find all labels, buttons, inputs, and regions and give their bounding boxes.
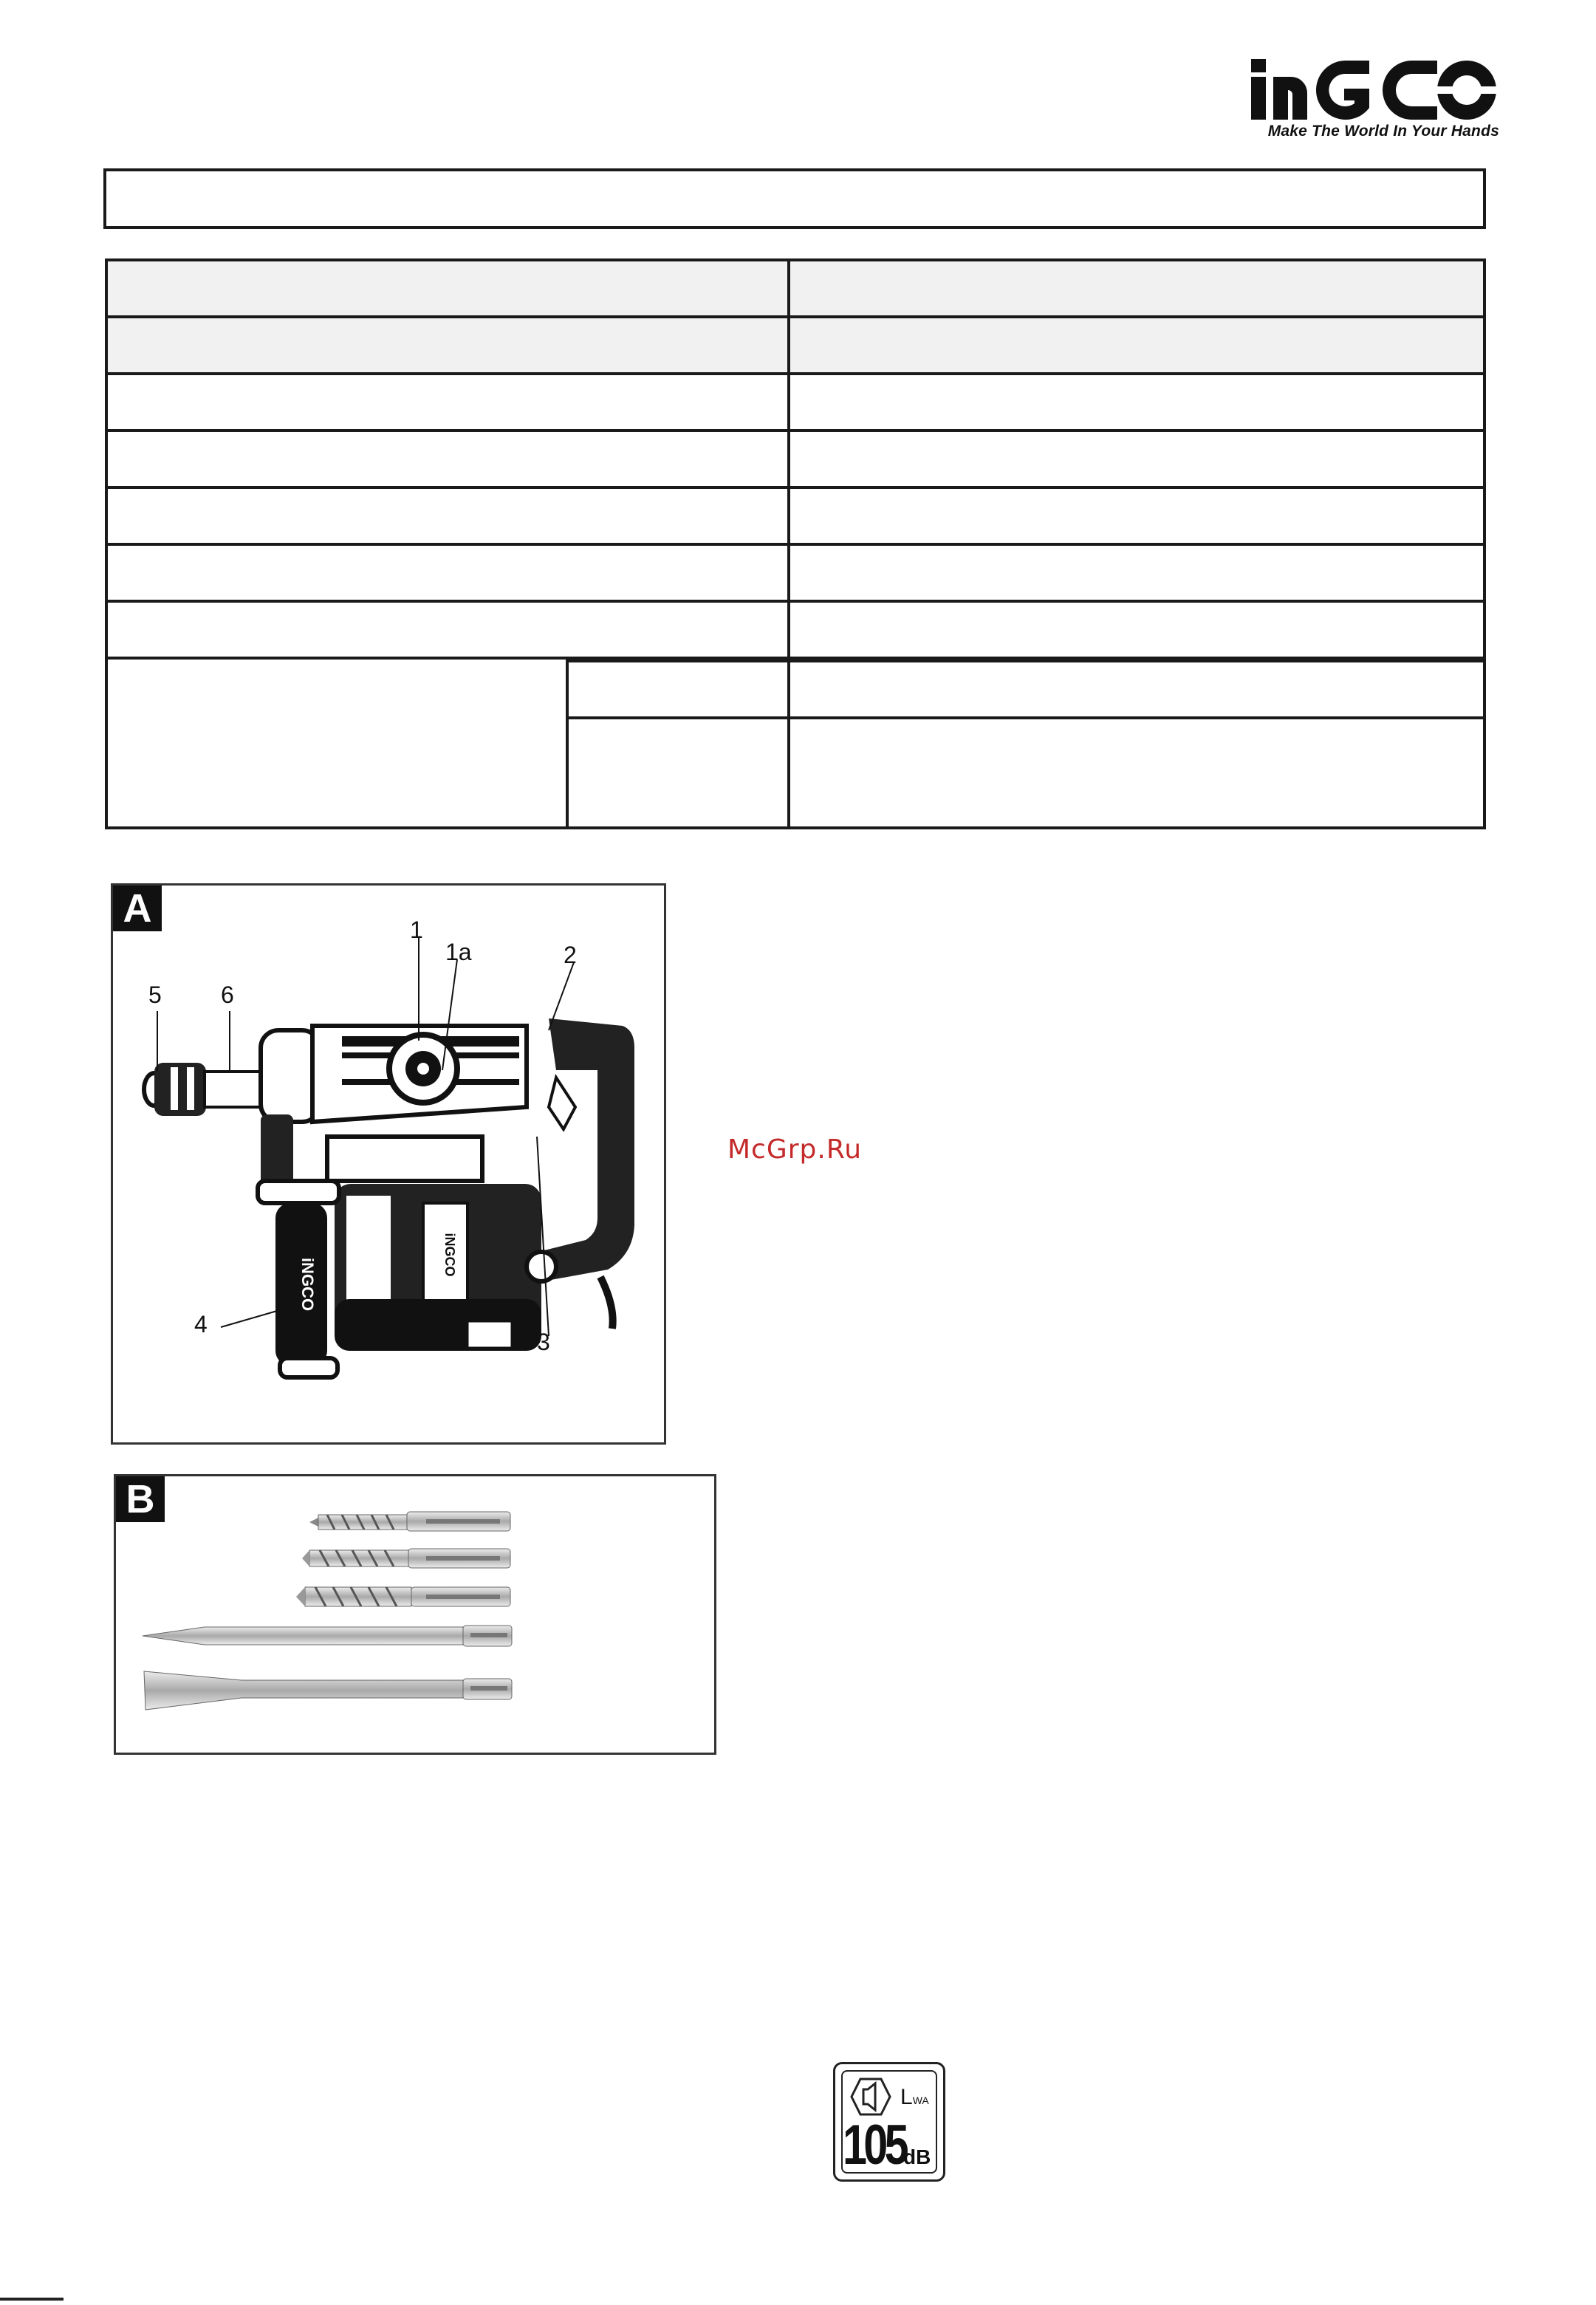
table-row <box>108 489 1483 546</box>
figure-b-accessories <box>114 1474 716 1755</box>
sound-power-value: 105 <box>843 2114 905 2176</box>
brand-tagline: Make The World In Your Hands <box>1267 123 1499 140</box>
table-row <box>108 432 1483 489</box>
drill-bits-and-chisels <box>116 1476 714 1753</box>
callout-3: 3 <box>537 1329 550 1355</box>
sound-power-unit: dB <box>903 2145 931 2168</box>
spec-table <box>105 258 1486 829</box>
table-row <box>108 603 1483 660</box>
lwa-subscript: WA <box>912 2095 929 2106</box>
table-row <box>108 318 1483 375</box>
sound-power-symbol <box>900 2085 929 2110</box>
table-group-divider <box>108 657 1483 660</box>
lwa-letter: L <box>900 2085 913 2109</box>
figure-b-tag: B <box>116 1476 165 1522</box>
sound-power-label <box>833 2062 945 2182</box>
table-subrow-divider <box>566 716 1483 719</box>
figure-a-rotary-hammer <box>111 883 666 1445</box>
brand-logo <box>1248 53 1499 149</box>
callout-4: 4 <box>194 1311 208 1338</box>
figure-a-tag: A <box>113 886 162 931</box>
callout-6: 6 <box>221 982 234 1008</box>
callout-1a: 1a <box>445 939 472 965</box>
drill-bit-small <box>309 1512 510 1531</box>
callout-2: 2 <box>564 942 577 968</box>
drill-bit-medium <box>302 1549 510 1568</box>
watermark-text: McGrp.Ru <box>727 1134 863 1165</box>
callout-5: 5 <box>148 982 162 1008</box>
ingco-wordmark <box>1248 53 1499 127</box>
hearing-icon <box>850 2078 891 2116</box>
table-row <box>108 261 1483 318</box>
table-column-divider <box>566 660 569 826</box>
svg-text:iNGCO: iNGCO <box>298 1257 317 1312</box>
flat-chisel <box>144 1671 512 1710</box>
table-row <box>108 375 1483 432</box>
table-subrow-divider <box>566 660 1483 662</box>
footer-rule <box>0 2298 64 2301</box>
drill-bit-large <box>296 1587 510 1606</box>
table-row <box>108 546 1483 603</box>
svg-text:iNGCO: iNGCO <box>442 1233 457 1277</box>
pointed-chisel <box>143 1626 512 1646</box>
rotary-hammer-illustration <box>113 886 664 1442</box>
callout-1: 1 <box>410 917 423 943</box>
table-column-divider <box>787 261 790 826</box>
title-box <box>103 168 1486 229</box>
